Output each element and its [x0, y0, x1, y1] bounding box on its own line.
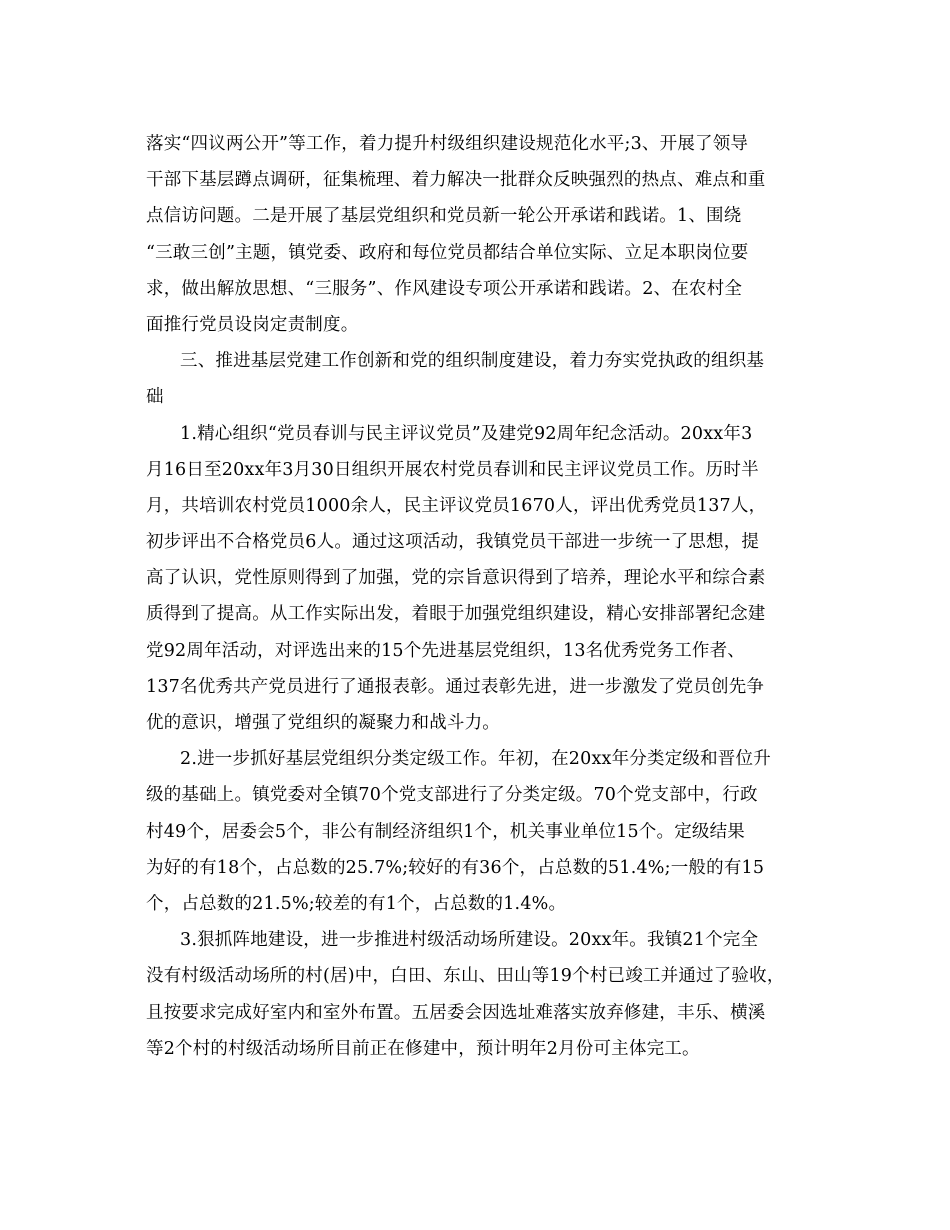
- text-line: 干部下基层蹲点调研，征集梳理、着力解决一批群众反映强烈的热点、难点和重: [146, 170, 766, 191]
- paragraph-first-line: 三、推进基层党建工作创新和党的组织制度建设，着力夯实党执政的组织基: [180, 351, 765, 372]
- text-line: 且按要求完成好室内和室外布置。五居委会因选址难落实放弃修建，丰乐、横溪: [146, 1002, 766, 1023]
- text-line: “三敢三创”主题，镇党委、政府和每位党员都结合单位实际、立足本职岗位要: [146, 242, 749, 263]
- text-line: 月16日至20xx年3月30日组织开展农村党员春训和民主评议党员工作。历时半: [146, 459, 759, 480]
- text-line: 初步评出不合格党员6人。通过这项活动，我镇党员干部进一步统一了思想，提: [146, 532, 760, 553]
- text-line: 为好的有18个，占总数的25.7%;较好的有36个，占总数的51.4%;一般的有15: [146, 857, 765, 878]
- document-body: [146, 126, 808, 1067]
- text-line: 没有村级活动场所的村(居)中，白田、东山、田山等19个村已竣工并通过了验收，: [146, 966, 785, 987]
- text-line: 面推行党员设岗定责制度。: [146, 314, 359, 335]
- paragraph-first-line: 2.进一步抓好基层党组织分类定级工作。年初，在20xx年分类定级和晋位升: [180, 749, 771, 770]
- text-line: 优的意识，增强了党组织的凝聚力和战斗力。: [146, 713, 500, 733]
- text-line: 落实“四议两公开”等工作，着力提升村级组织建设规范化水平;3、开展了领导: [146, 134, 749, 154]
- text-line: 级的基础上。镇党委对全镇70个党支部进行了分类定级。70个党支部中，行政: [146, 785, 758, 806]
- text-line: 个，占总数的21.5%;较差的有1个，占总数的1.4%。: [146, 893, 567, 914]
- text-line: 高了认识，党性原则得到了加强，党的宗旨意识得到了培养，理论水平和综合素: [146, 568, 766, 589]
- text-line: 党92周年活动，对评选出来的15个先进基层党组织，13名优秀党务工作者、: [146, 640, 746, 661]
- text-line: 村49个，居委会5个，非公有制经济组织1个，机关事业单位15个。定级结果: [146, 821, 746, 842]
- text-line: 137名优秀共产党员进行了通报表彰。通过表彰先进，进一步激发了党员创先争: [146, 676, 765, 697]
- paragraph-first-line: 3.狠抓阵地建设，进一步推进村级活动场所建设。20xx年。我镇21个完全: [180, 930, 759, 951]
- paragraph-first-line: 1.精心组织“党员春训与民主评议党员”及建党92周年纪念活动。20xx年3: [180, 423, 753, 444]
- text-line: 等2个村的村级活动场所目前正在修建中，预计明年2月份可主体完工。: [146, 1038, 700, 1059]
- text-line: 质得到了提高。从工作实际出发，着眼于加强党组织建设，精心安排部署纪念建: [146, 604, 766, 625]
- text-line: 础: [146, 387, 164, 408]
- text-line: 点信访问题。二是开展了基层党组织和党员新一轮公开承诺和践诺。1、围绕: [146, 206, 742, 227]
- text-line: 求，做出解放思想、“三服务”、作风建设专项公开承诺和践诺。2、在农村全: [146, 278, 743, 299]
- text-line: 月，共培训农村党员1000余人，民主评议党员1670人，评出优秀党员137人，: [146, 495, 767, 516]
